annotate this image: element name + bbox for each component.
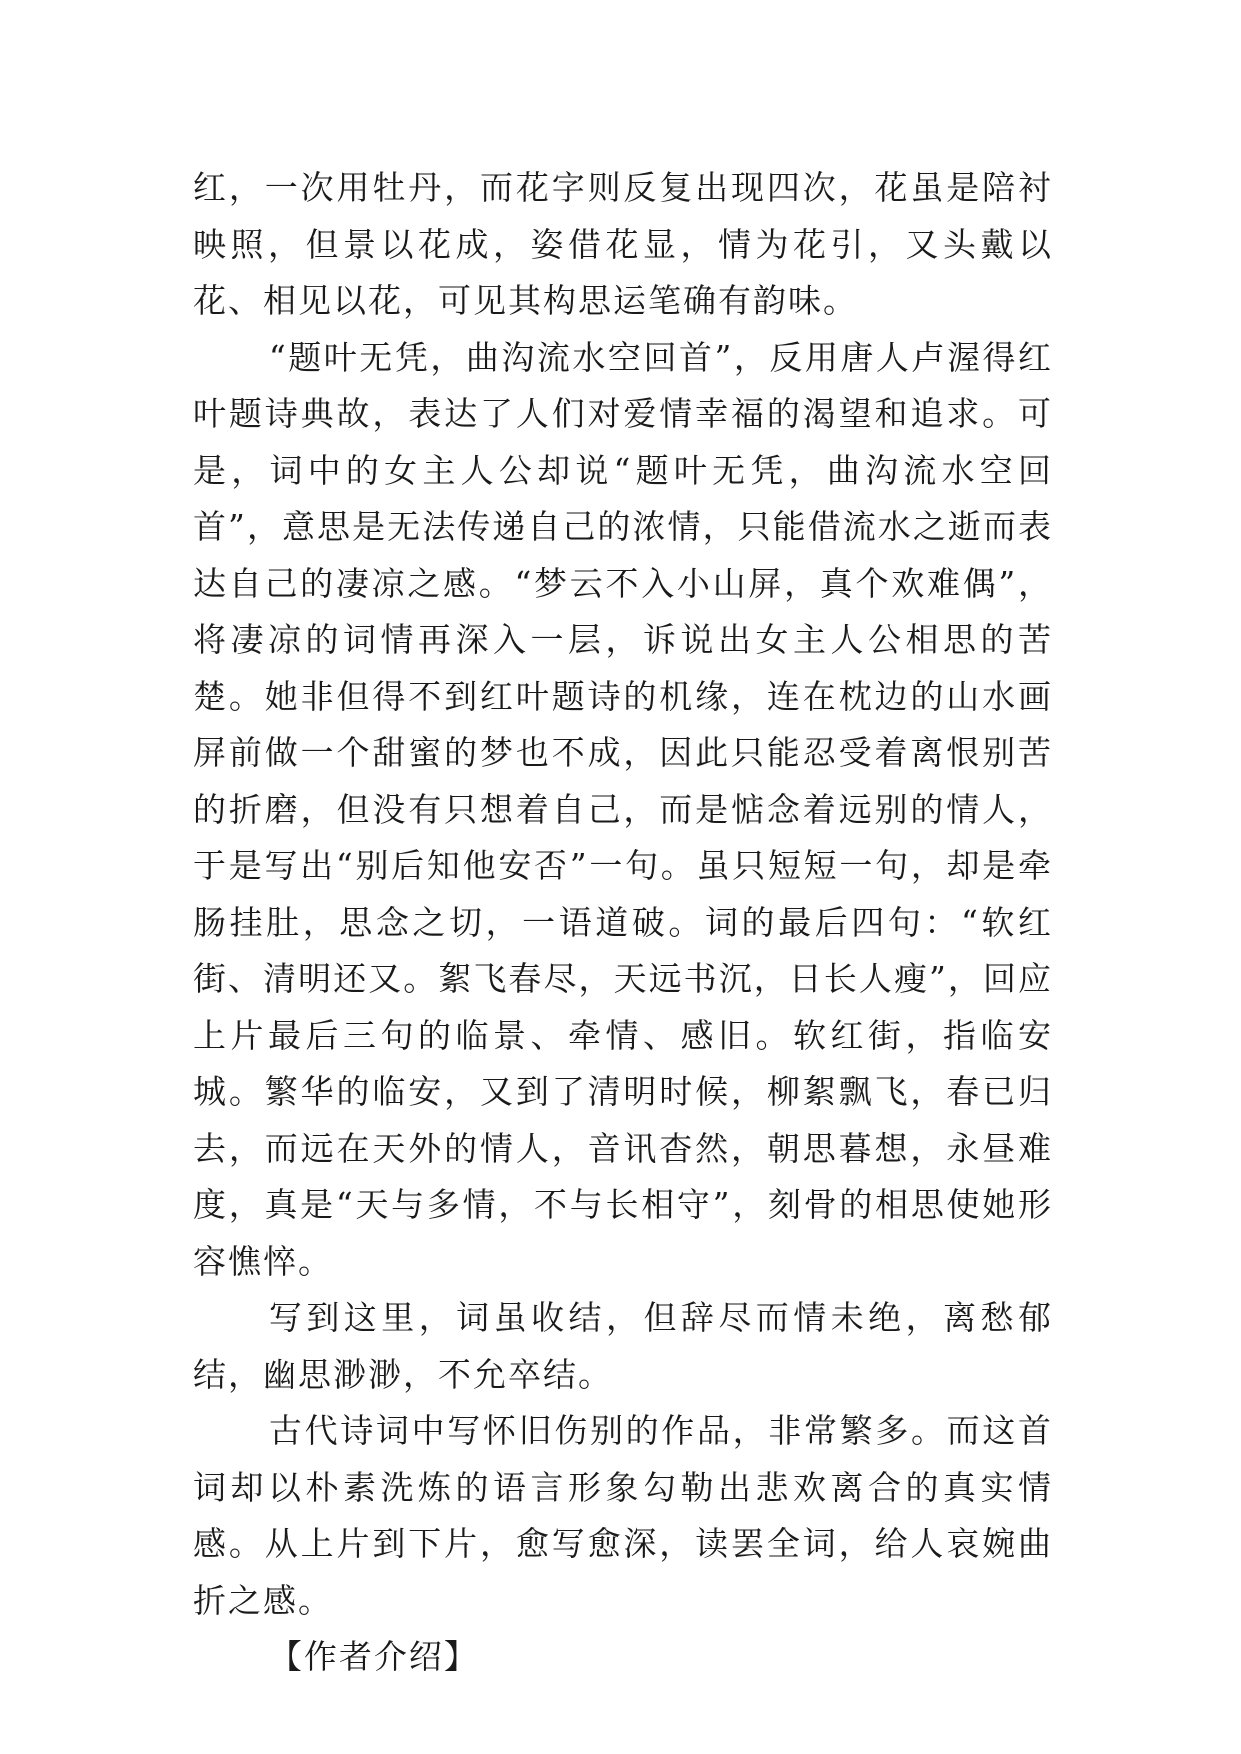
section-heading-author-intro: 【作者介绍】 [268, 1637, 479, 1676]
paragraph-closing-remark: 写到这里，词虽收结，但辞尽而情未绝，离愁郁结，幽思渺渺，不允卒结。 [193, 1298, 1053, 1394]
paragraph-analysis: “题叶无凭，曲沟流水空回首”，反用唐人卢渥得红叶题诗典故，表达了人们对爱情幸福的渴望和追求。可是，词中的女主人公却说“题叶无凭，曲沟流水空回首”，意思是无法传递自己的浓情，只能借流水之逝而表达自己的凄凉之感。“梦云不入小山屏，真个欢难偶”，将凄凉的词情再深入一层，诉说出女主人公相思的苦楚。她非但得不到红叶题诗的机缘，连在枕边的山水画屏前做一个甜蜜的梦也不成，因此只能忍受着离恨别苦的折磨，但没有只想着自己，而是惦念着远别的情人，于是写出“别后知他安否”一句。虽只短短一句，却是牵肠挂肚，思念之切，一语道破。词的最后四句：“软红街、清明还又。絮飞春尽，天远书沉，日长人瘦”，回应上片最后三句的临景、牵情、感旧。软红街，指临安城。繁华的临安，又到了清明时候，柳絮飘飞，春已归去，而远在天外的情人，音讯杳然，朝思暮想，永昼难度，真是“天与多情，不与长相守”，刻骨的相思使她形容憔悴。 [193, 337, 1053, 1281]
body-text [193, 160, 1053, 1686]
paragraph-summary: 古代诗词中写怀旧伤别的作品，非常繁多。而这首词却以朴素洗炼的语言形象勾勒出悲欢离合的真实情感。从上片到下片，愈写愈深，读罢全词，给人哀婉曲折之感。 [193, 1411, 1053, 1620]
paragraph-continued: 红，一次用牡丹，而花字则反复出现四次，花虽是陪衬映照，但景以花成，姿借花显，情为花引，又头戴以花、相见以花，可见其构思运笔确有韵味。 [193, 168, 1053, 320]
